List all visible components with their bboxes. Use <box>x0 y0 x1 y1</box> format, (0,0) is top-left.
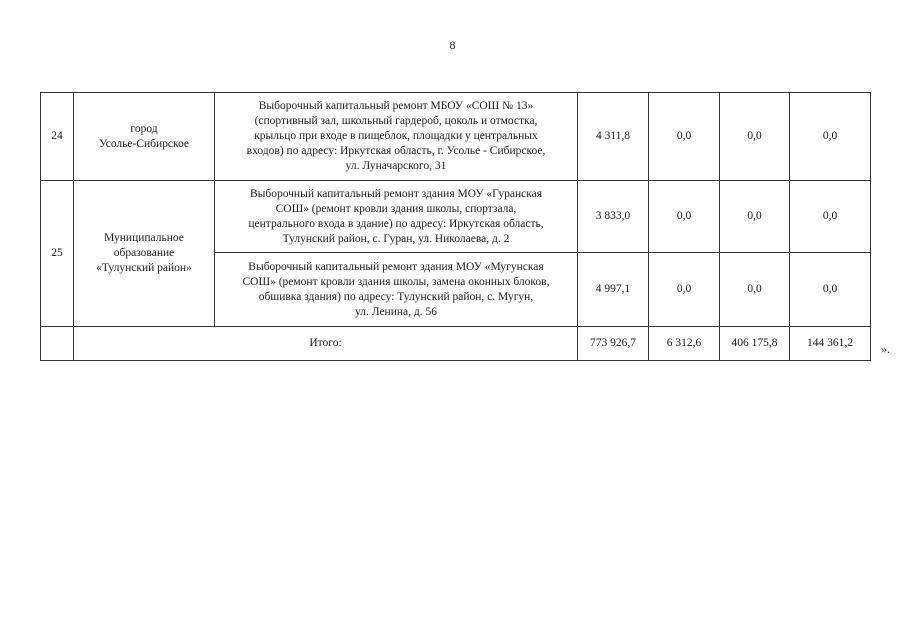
municipality-cell: город Усолье-Сибирское <box>74 93 215 181</box>
description-cell: Выборочный капитальный ремонт МБОУ «СОШ № 13» (спортивный зал, школьный гардероб, цоколь и отмостка, крыльцо при входе в пищеблок, площадки у центральных входов) по адресу: Иркутская область, г. Усолье - Сибирское, ул. Луначарского, 31 <box>215 93 578 181</box>
row-number-cell: 25 <box>41 181 74 327</box>
total-cell: 4 311,8 <box>578 93 649 181</box>
value-cell: 0,0 <box>720 181 790 253</box>
empty-cell <box>41 327 74 361</box>
value-cell: 406 175,8 <box>720 327 790 361</box>
total-cell: 3 833,0 <box>578 181 649 253</box>
value-cell: 0,0 <box>790 93 871 181</box>
closing-quote-mark: ». <box>881 342 890 356</box>
description-cell: Выборочный капитальный ремонт здания МОУ «Гуранская СОШ» (ремонт кровли здания школы, спортзала, центрального входа в здание) по адресу: Иркутская область, Тулунский район, с. Гуран, ул. Николаева, д. 2 <box>215 181 578 253</box>
value-cell: 0,0 <box>649 181 720 253</box>
municipality-cell: Муниципальное образование «Тулунский район» <box>74 181 215 327</box>
description-cell: Выборочный капитальный ремонт здания МОУ «Мугунская СОШ» (ремонт кровли здания школы, замена оконных блоков, обшивка здания) по адресу: Тулунский район, с. Мугун, ул. Ленина, д. 56 <box>215 253 578 327</box>
value-cell: 0,0 <box>720 253 790 327</box>
row-number-cell: 24 <box>41 93 74 181</box>
page-number: 8 <box>449 38 456 52</box>
totals-label: Итого: <box>74 327 578 361</box>
value-cell: 144 361,2 <box>790 327 871 361</box>
value-cell: 0,0 <box>790 181 871 253</box>
table-row <box>41 93 871 181</box>
program-table <box>40 92 871 361</box>
value-cell: 0,0 <box>649 93 720 181</box>
value-cell: 0,0 <box>720 93 790 181</box>
total-cell: 773 926,7 <box>578 327 649 361</box>
total-cell: 4 997,1 <box>578 253 649 327</box>
value-cell: 0,0 <box>790 253 871 327</box>
value-cell: 6 312,6 <box>649 327 720 361</box>
totals-row <box>41 327 871 361</box>
table-row <box>41 181 871 253</box>
value-cell: 0,0 <box>649 253 720 327</box>
